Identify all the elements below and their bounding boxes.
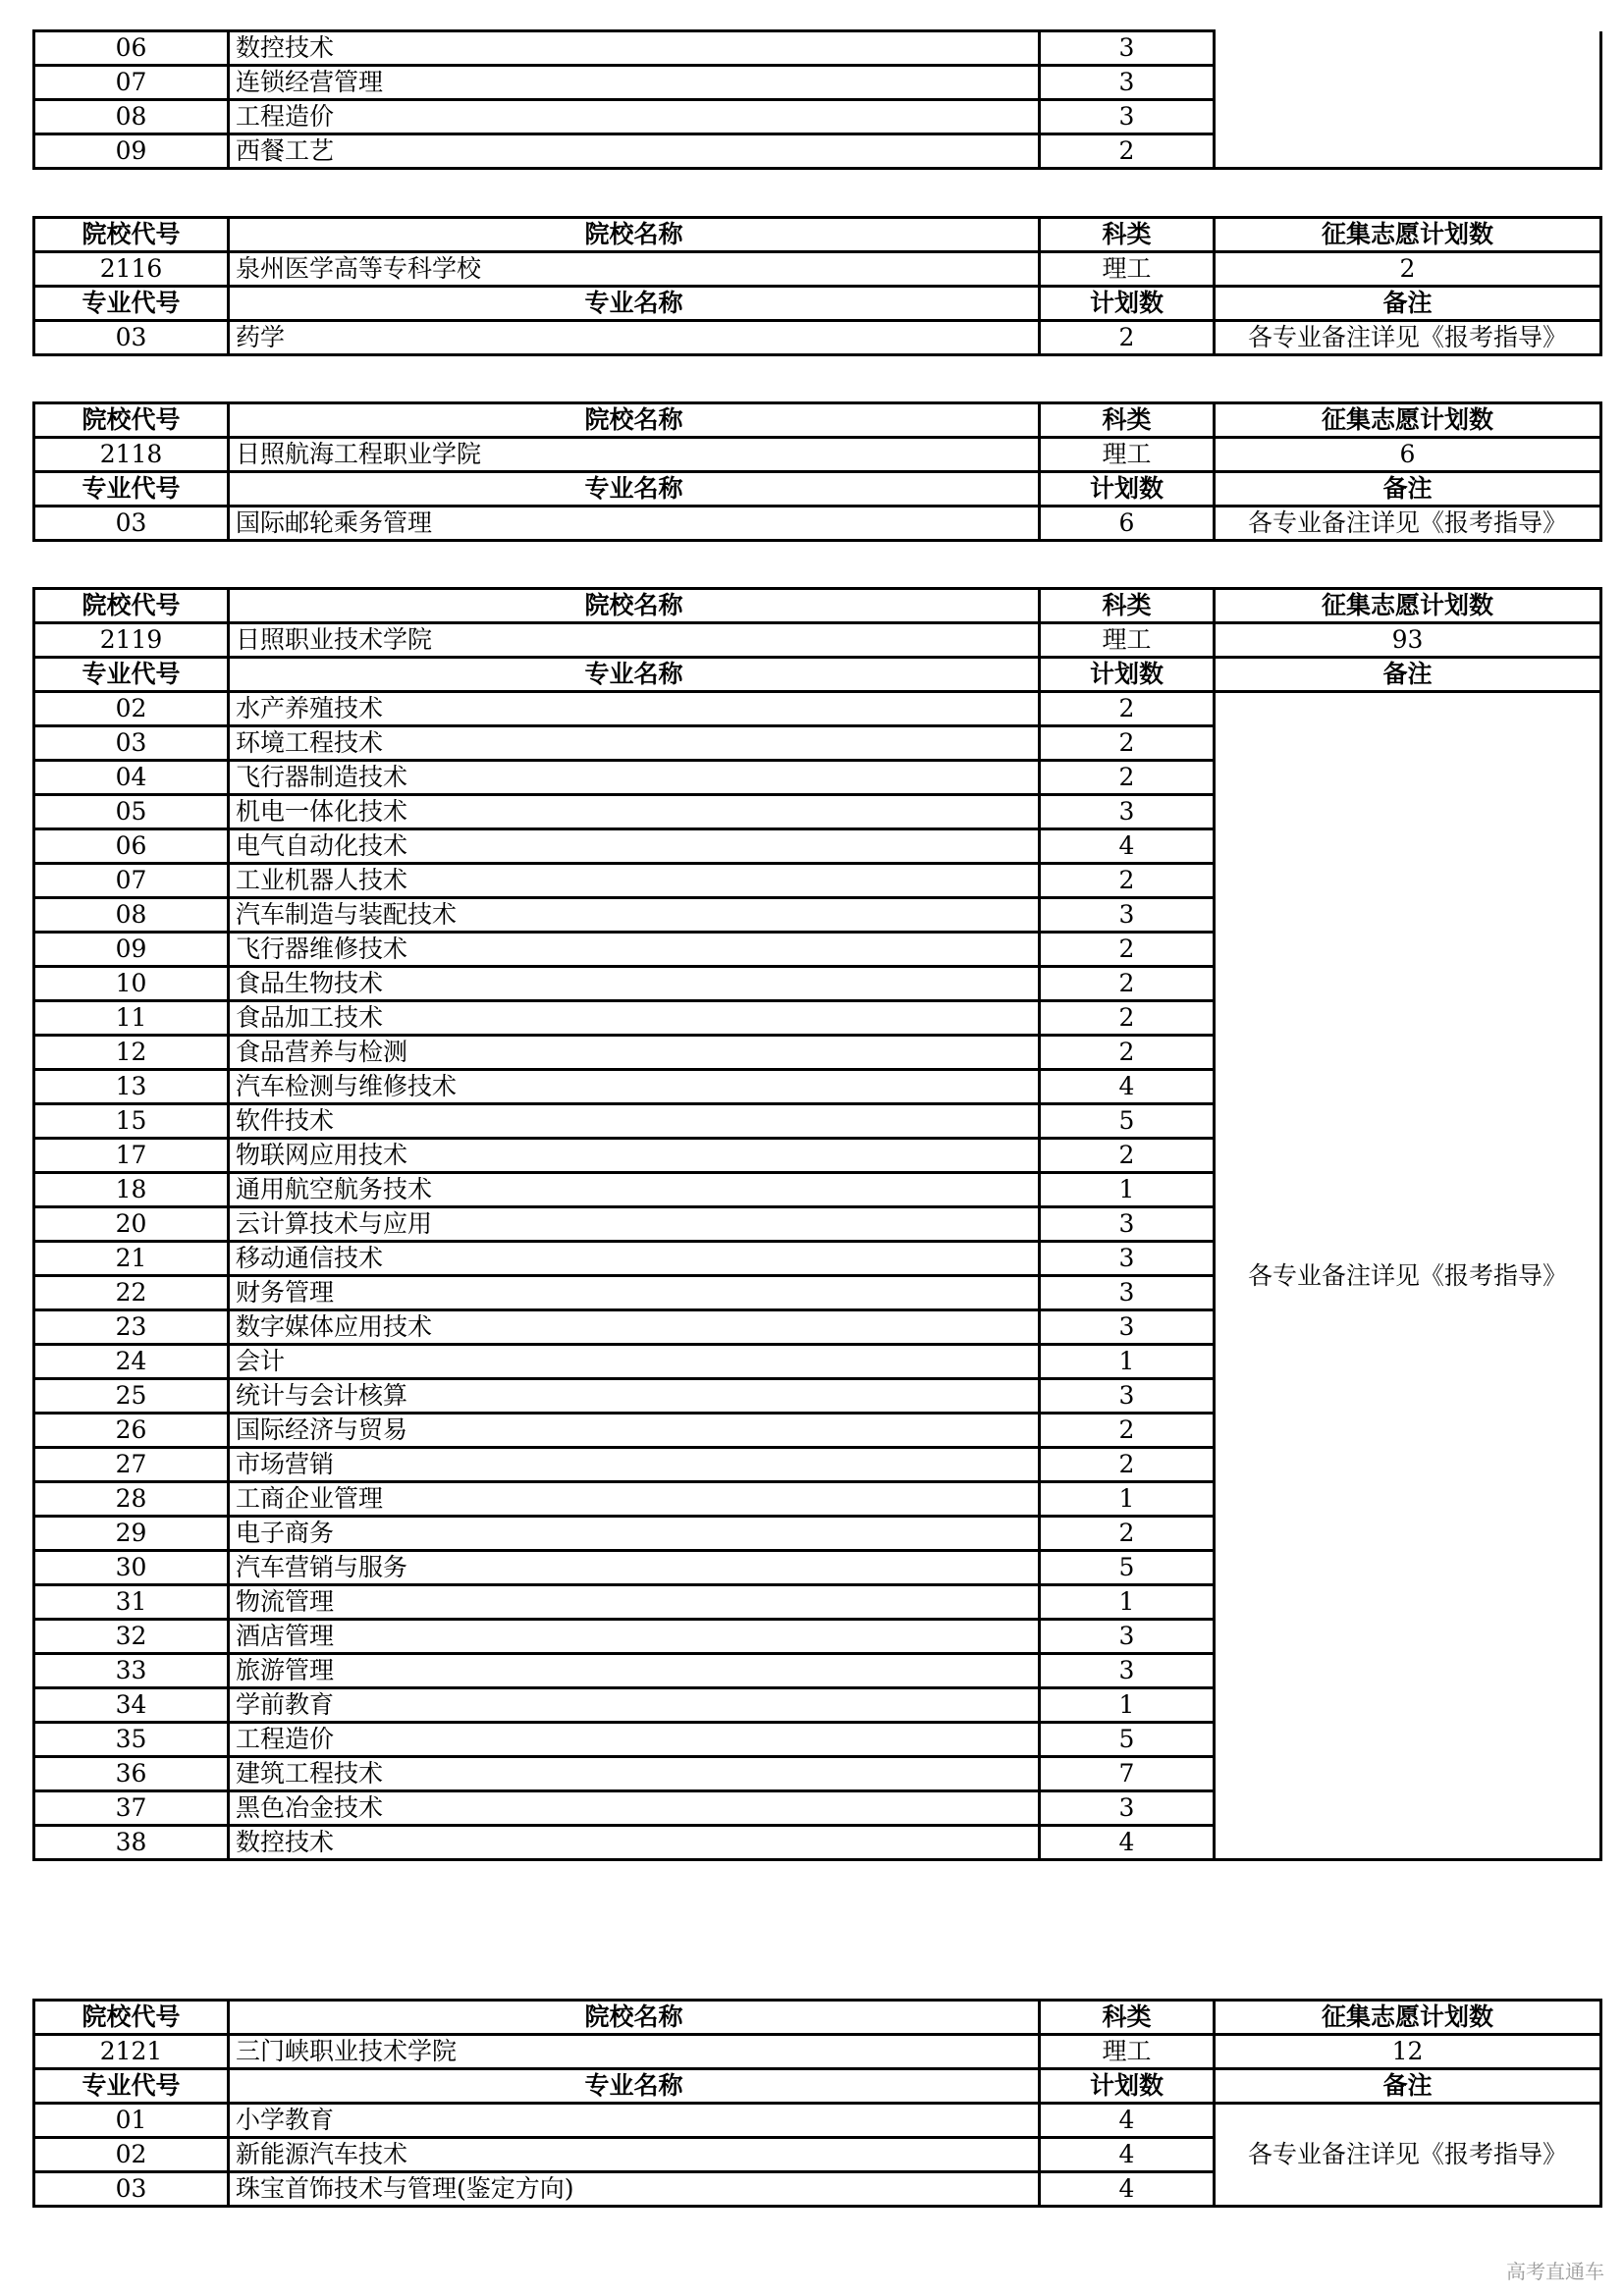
major-plan: 2	[1040, 321, 1215, 355]
major-plan: 1	[1040, 1482, 1215, 1517]
major-plan: 1	[1040, 1585, 1215, 1620]
major-name: 电子商务	[229, 1517, 1040, 1551]
major-name: 食品生物技术	[229, 967, 1040, 1001]
major-plan: 5	[1040, 1104, 1215, 1139]
major-name: 软件技术	[229, 1104, 1040, 1139]
major-plan: 2	[1040, 1139, 1215, 1173]
major-code-header: 专业代号	[34, 2069, 229, 2104]
school-code: 2116	[34, 252, 229, 287]
major-plan: 2	[1040, 967, 1215, 1001]
remark-header: 备注	[1215, 2069, 1601, 2104]
major-name: 新能源汽车技术	[229, 2138, 1040, 2172]
major-name: 汽车制造与装配技术	[229, 898, 1040, 933]
remark-cell: 各专业备注详见《报考指导》	[1215, 692, 1601, 1860]
school-name-header: 院校名称	[229, 403, 1040, 438]
remark-cell: 各专业备注详见《报考指导》	[1215, 321, 1601, 355]
major-name: 国际邮轮乘务管理	[229, 507, 1040, 541]
plan-total-header: 征集志愿计划数	[1215, 2001, 1601, 2035]
major-plan: 5	[1040, 1723, 1215, 1757]
major-plan: 4	[1040, 1070, 1215, 1104]
plan-total-header: 征集志愿计划数	[1215, 589, 1601, 623]
major-code: 03	[34, 507, 229, 541]
school-name: 泉州医学高等专科学校	[229, 252, 1040, 287]
school-name: 日照职业技术学院	[229, 623, 1040, 658]
school-info-row	[34, 438, 1601, 472]
major-code: 20	[34, 1207, 229, 1242]
major-plan: 1	[1040, 1173, 1215, 1207]
major-header-row	[34, 287, 1601, 321]
major-code: 37	[34, 1791, 229, 1826]
school-category: 理工	[1040, 252, 1215, 287]
school-info-row	[34, 252, 1601, 287]
major-plan: 3	[1040, 795, 1215, 829]
major-name: 物联网应用技术	[229, 1139, 1040, 1173]
major-plan: 2	[1040, 1036, 1215, 1070]
major-code: 06	[34, 829, 229, 864]
continued-majors-body	[34, 31, 1601, 169]
school-header-row	[34, 403, 1601, 438]
school-code-header: 院校代号	[34, 403, 229, 438]
major-plan: 2	[1040, 134, 1215, 169]
major-code: 27	[34, 1448, 229, 1482]
major-name-header: 专业名称	[229, 658, 1040, 692]
major-name: 汽车检测与维修技术	[229, 1070, 1040, 1104]
major-name: 会计	[229, 1345, 1040, 1379]
major-header-row	[34, 658, 1601, 692]
major-plan: 2	[1040, 1001, 1215, 1036]
major-name: 移动通信技术	[229, 1242, 1040, 1276]
major-code: 09	[34, 134, 229, 169]
major-code: 15	[34, 1104, 229, 1139]
major-name: 药学	[229, 321, 1040, 355]
school-name-header: 院校名称	[229, 218, 1040, 252]
major-code: 03	[34, 2172, 229, 2207]
major-name: 国际经济与贸易	[229, 1414, 1040, 1448]
remark-header: 备注	[1215, 287, 1601, 321]
remark-header: 备注	[1215, 472, 1601, 507]
major-code: 13	[34, 1070, 229, 1104]
major-code: 08	[34, 100, 229, 134]
major-name: 工商企业管理	[229, 1482, 1040, 1517]
school-code-header: 院校代号	[34, 218, 229, 252]
major-code: 24	[34, 1345, 229, 1379]
major-plan: 3	[1040, 1654, 1215, 1688]
school-table	[32, 216, 1602, 356]
category-header: 科类	[1040, 2001, 1215, 2035]
major-code: 29	[34, 1517, 229, 1551]
major-name: 食品加工技术	[229, 1001, 1040, 1036]
table-row	[34, 321, 1601, 355]
major-name: 工程造价	[229, 100, 1040, 134]
plan-count-header: 计划数	[1040, 2069, 1215, 2104]
major-name: 财务管理	[229, 1276, 1040, 1310]
major-plan: 3	[1040, 31, 1215, 66]
school-header-row	[34, 589, 1601, 623]
major-plan: 3	[1040, 1310, 1215, 1345]
major-code: 31	[34, 1585, 229, 1620]
school-plan-total: 12	[1215, 2035, 1601, 2069]
major-code: 26	[34, 1414, 229, 1448]
major-plan: 3	[1040, 66, 1215, 100]
school-plan-total: 2	[1215, 252, 1601, 287]
school-table	[32, 1999, 1602, 2208]
remark-cell: 各专业备注详见《报考指导》	[1215, 507, 1601, 541]
major-name: 珠宝首饰技术与管理(鉴定方向)	[229, 2172, 1040, 2207]
continued-majors-table	[32, 29, 1602, 170]
major-name: 小学教育	[229, 2104, 1040, 2138]
major-name: 汽车营销与服务	[229, 1551, 1040, 1585]
major-plan: 1	[1040, 1345, 1215, 1379]
school-name: 日照航海工程职业学院	[229, 438, 1040, 472]
major-code: 08	[34, 898, 229, 933]
major-plan: 1	[1040, 1688, 1215, 1723]
major-name: 统计与会计核算	[229, 1379, 1040, 1414]
major-code: 21	[34, 1242, 229, 1276]
major-name: 数控技术	[229, 31, 1040, 66]
school-code-header: 院校代号	[34, 589, 229, 623]
major-plan: 4	[1040, 2138, 1215, 2172]
major-code: 17	[34, 1139, 229, 1173]
major-code: 07	[34, 864, 229, 898]
major-plan: 2	[1040, 1414, 1215, 1448]
major-plan: 2	[1040, 1448, 1215, 1482]
major-code: 02	[34, 692, 229, 726]
major-name: 旅游管理	[229, 1654, 1040, 1688]
major-plan: 2	[1040, 761, 1215, 795]
watermark: 高考直通车	[1506, 2260, 1604, 2283]
major-name: 黑色冶金技术	[229, 1791, 1040, 1826]
major-plan: 5	[1040, 1551, 1215, 1585]
major-name: 飞行器制造技术	[229, 761, 1040, 795]
major-plan: 2	[1040, 726, 1215, 761]
major-name: 水产养殖技术	[229, 692, 1040, 726]
major-name: 酒店管理	[229, 1620, 1040, 1654]
major-code: 04	[34, 761, 229, 795]
major-name: 学前教育	[229, 1688, 1040, 1723]
major-name: 工程造价	[229, 1723, 1040, 1757]
school-code: 2118	[34, 438, 229, 472]
major-code: 01	[34, 2104, 229, 2138]
major-plan: 3	[1040, 1379, 1215, 1414]
remark-header: 备注	[1215, 658, 1601, 692]
major-code: 23	[34, 1310, 229, 1345]
major-name-header: 专业名称	[229, 287, 1040, 321]
major-name-header: 专业名称	[229, 472, 1040, 507]
school-category: 理工	[1040, 623, 1215, 658]
major-plan: 4	[1040, 1826, 1215, 1860]
major-code: 10	[34, 967, 229, 1001]
category-header: 科类	[1040, 589, 1215, 623]
major-name: 飞行器维修技术	[229, 933, 1040, 967]
school-header-row	[34, 2001, 1601, 2035]
major-code-header: 专业代号	[34, 472, 229, 507]
major-plan: 4	[1040, 2172, 1215, 2207]
major-code: 06	[34, 31, 229, 66]
major-name: 云计算技术与应用	[229, 1207, 1040, 1242]
category-header: 科类	[1040, 403, 1215, 438]
school-name: 三门峡职业技术学院	[229, 2035, 1040, 2069]
major-name: 西餐工艺	[229, 134, 1040, 169]
major-name: 物流管理	[229, 1585, 1040, 1620]
major-name-header: 专业名称	[229, 2069, 1040, 2104]
major-plan: 3	[1040, 1791, 1215, 1826]
major-plan: 2	[1040, 933, 1215, 967]
school-plan-total: 93	[1215, 623, 1601, 658]
school-code-header: 院校代号	[34, 2001, 229, 2035]
school-info-row	[34, 623, 1601, 658]
major-code: 18	[34, 1173, 229, 1207]
major-plan: 7	[1040, 1757, 1215, 1791]
remark-cell: 各专业备注详见《报考指导》	[1215, 2104, 1601, 2207]
major-plan: 2	[1040, 692, 1215, 726]
major-code: 34	[34, 1688, 229, 1723]
major-code: 02	[34, 2138, 229, 2172]
major-code: 33	[34, 1654, 229, 1688]
major-name: 市场营销	[229, 1448, 1040, 1482]
table-row	[34, 507, 1601, 541]
school-plan-total: 6	[1215, 438, 1601, 472]
major-code: 07	[34, 66, 229, 100]
school-info-row	[34, 2035, 1601, 2069]
major-code: 11	[34, 1001, 229, 1036]
major-code: 05	[34, 795, 229, 829]
school-name-header: 院校名称	[229, 589, 1040, 623]
major-plan: 3	[1040, 1620, 1215, 1654]
major-name: 通用航空航务技术	[229, 1173, 1040, 1207]
major-code: 09	[34, 933, 229, 967]
major-name: 工业机器人技术	[229, 864, 1040, 898]
school-category: 理工	[1040, 2035, 1215, 2069]
major-name: 环境工程技术	[229, 726, 1040, 761]
major-code: 38	[34, 1826, 229, 1860]
major-plan: 4	[1040, 829, 1215, 864]
major-code: 32	[34, 1620, 229, 1654]
category-header: 科类	[1040, 218, 1215, 252]
major-plan: 2	[1040, 1517, 1215, 1551]
major-code-header: 专业代号	[34, 287, 229, 321]
major-name: 建筑工程技术	[229, 1757, 1040, 1791]
major-plan: 4	[1040, 2104, 1215, 2138]
table-row	[34, 2104, 1601, 2138]
school-code: 2119	[34, 623, 229, 658]
major-code: 36	[34, 1757, 229, 1791]
major-plan: 3	[1040, 1276, 1215, 1310]
major-code: 35	[34, 1723, 229, 1757]
major-plan: 6	[1040, 507, 1215, 541]
school-category: 理工	[1040, 438, 1215, 472]
major-code: 28	[34, 1482, 229, 1517]
major-plan: 3	[1040, 100, 1215, 134]
major-name: 机电一体化技术	[229, 795, 1040, 829]
major-code: 30	[34, 1551, 229, 1585]
major-code: 12	[34, 1036, 229, 1070]
major-name: 食品营养与检测	[229, 1036, 1040, 1070]
major-plan: 2	[1040, 864, 1215, 898]
major-code: 03	[34, 321, 229, 355]
plan-total-header: 征集志愿计划数	[1215, 403, 1601, 438]
major-code: 03	[34, 726, 229, 761]
plan-count-header: 计划数	[1040, 472, 1215, 507]
major-header-row	[34, 472, 1601, 507]
major-name: 电气自动化技术	[229, 829, 1040, 864]
major-plan: 3	[1040, 1207, 1215, 1242]
plan-count-header: 计划数	[1040, 287, 1215, 321]
table-row	[34, 31, 1601, 66]
school-name-header: 院校名称	[229, 2001, 1040, 2035]
school-table	[32, 401, 1602, 542]
major-name: 数控技术	[229, 1826, 1040, 1860]
major-plan: 3	[1040, 898, 1215, 933]
table-row	[34, 692, 1601, 726]
plan-total-header: 征集志愿计划数	[1215, 218, 1601, 252]
plan-count-header: 计划数	[1040, 658, 1215, 692]
school-header-row	[34, 218, 1601, 252]
major-code-header: 专业代号	[34, 658, 229, 692]
remark-cell	[1215, 31, 1601, 169]
major-code: 22	[34, 1276, 229, 1310]
major-code: 25	[34, 1379, 229, 1414]
school-table	[32, 587, 1602, 1861]
major-plan: 3	[1040, 1242, 1215, 1276]
major-name: 数字媒体应用技术	[229, 1310, 1040, 1345]
school-code: 2121	[34, 2035, 229, 2069]
major-header-row	[34, 2069, 1601, 2104]
major-name: 连锁经营管理	[229, 66, 1040, 100]
